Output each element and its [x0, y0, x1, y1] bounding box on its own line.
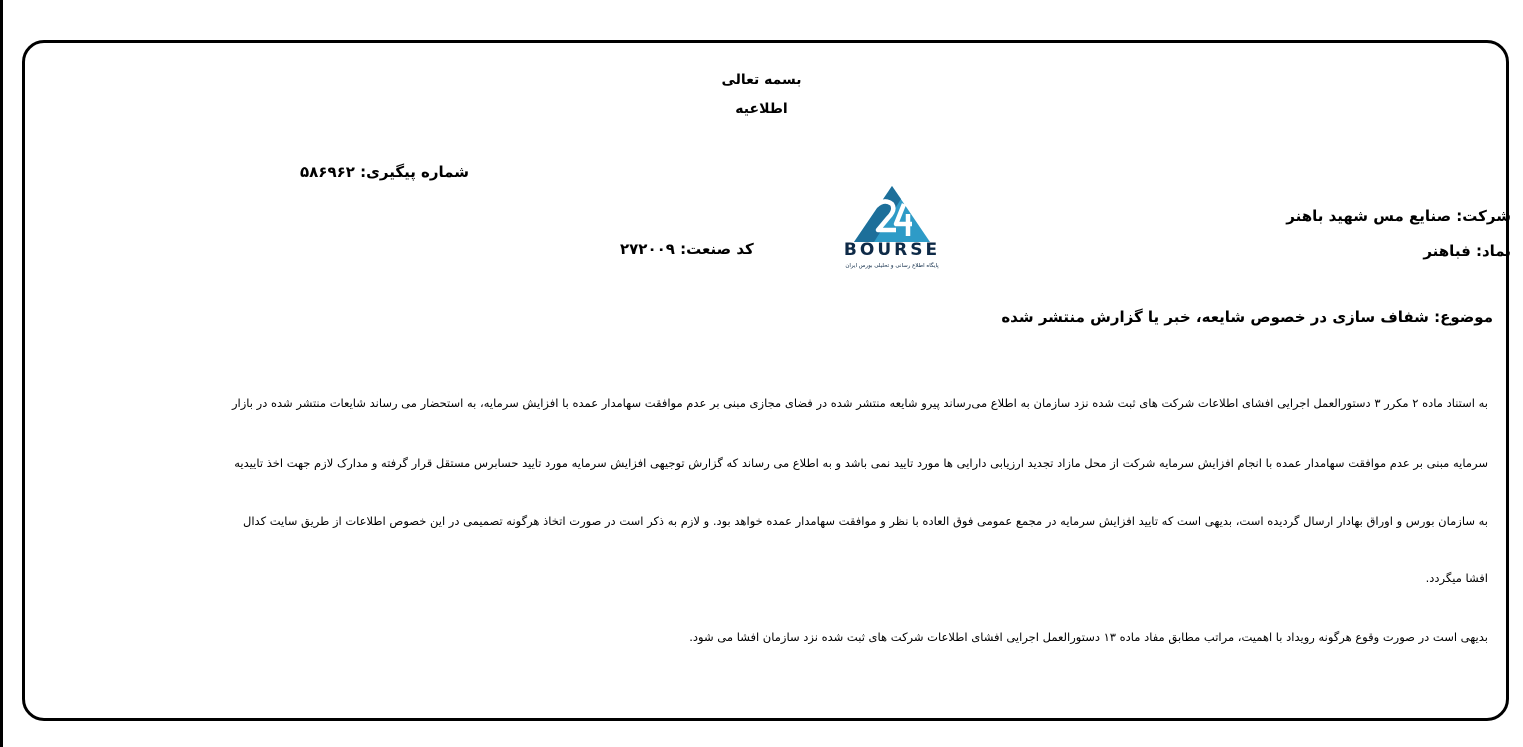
document-frame	[22, 40, 1509, 721]
bourse-logo	[834, 184, 950, 278]
industry-code: کد صنعت: ۲۷۲۰۰۹	[620, 240, 754, 258]
subject-line: موضوع: شفاف سازی در خصوص شایعه، خبر یا گزارش منتشر شده	[1001, 308, 1493, 326]
closing-paragraph: بدیهی است در صورت وقوع هرگونه رویداد با اهمیت، مراتب مطابق مفاد ماده ۱۳ دستورالعمل اجرایی افشای اطلاعات شرکت های ثبت شده نزد سازمان افشا می شود.	[689, 630, 1488, 644]
invocation-heading: بسمه تعالی	[721, 72, 802, 88]
document-title: اطلاعیه	[735, 101, 788, 117]
body-line-4: افشا میگردد.	[1425, 571, 1488, 585]
body-line-1: به استناد ماده ۲ مکرر ۳ دستورالعمل اجرایی افشای اطلاعات شرکت های ثبت شده نزد سازمان به اطلاع می‌رساند پیرو شایعه منتشر شده در فضای مجازی مبنی بر عدم موافقت سهامدار عمده با افزایش سرمایه، به استحضار می رساند شایعات منتشر شده در بازار	[232, 396, 1488, 410]
logo-subtitle: پایگاه اطلاع رسانی و تحلیلی بورس ایران	[845, 263, 939, 269]
body-line-3: به سازمان بورس و اوراق بهادار ارسال گردیده است، بدیهی است که تایید افزایش سرمایه در مجمع عمومی فوق العاده با نظر و موافقت سهامدار عمده خواهد بود. و لازم به ذکر است در صورت اتخاذ هرگونه تصمیمی در این خصوص اطلاعات از طریق سایت کدال	[243, 514, 1488, 528]
tracking-number: شماره پیگیری: ۵۸۶۹۶۲	[300, 163, 469, 181]
company-name: شرکت: صنایع مس شهید باهنر	[1286, 207, 1511, 225]
body-line-2: سرمایه مبنی بر عدم موافقت سهامدار عمده با انجام افزایش سرمایه شرکت از محل مازاد تجدید ارزیابی دارایی ها مورد تایید نمی باشد و به اطلاع می رساند که گزارش توجیهی افزایش سرمایه مورد تایید حسابرس مستقل قرار گرفته و مدارک لازم جهت اخذ تاییدیه	[234, 456, 1488, 470]
bourse-logo-icon	[834, 184, 950, 244]
logo-wordmark: BOURSE	[843, 240, 941, 260]
ticker-symbol: نماد: فباهنر	[1423, 242, 1511, 260]
